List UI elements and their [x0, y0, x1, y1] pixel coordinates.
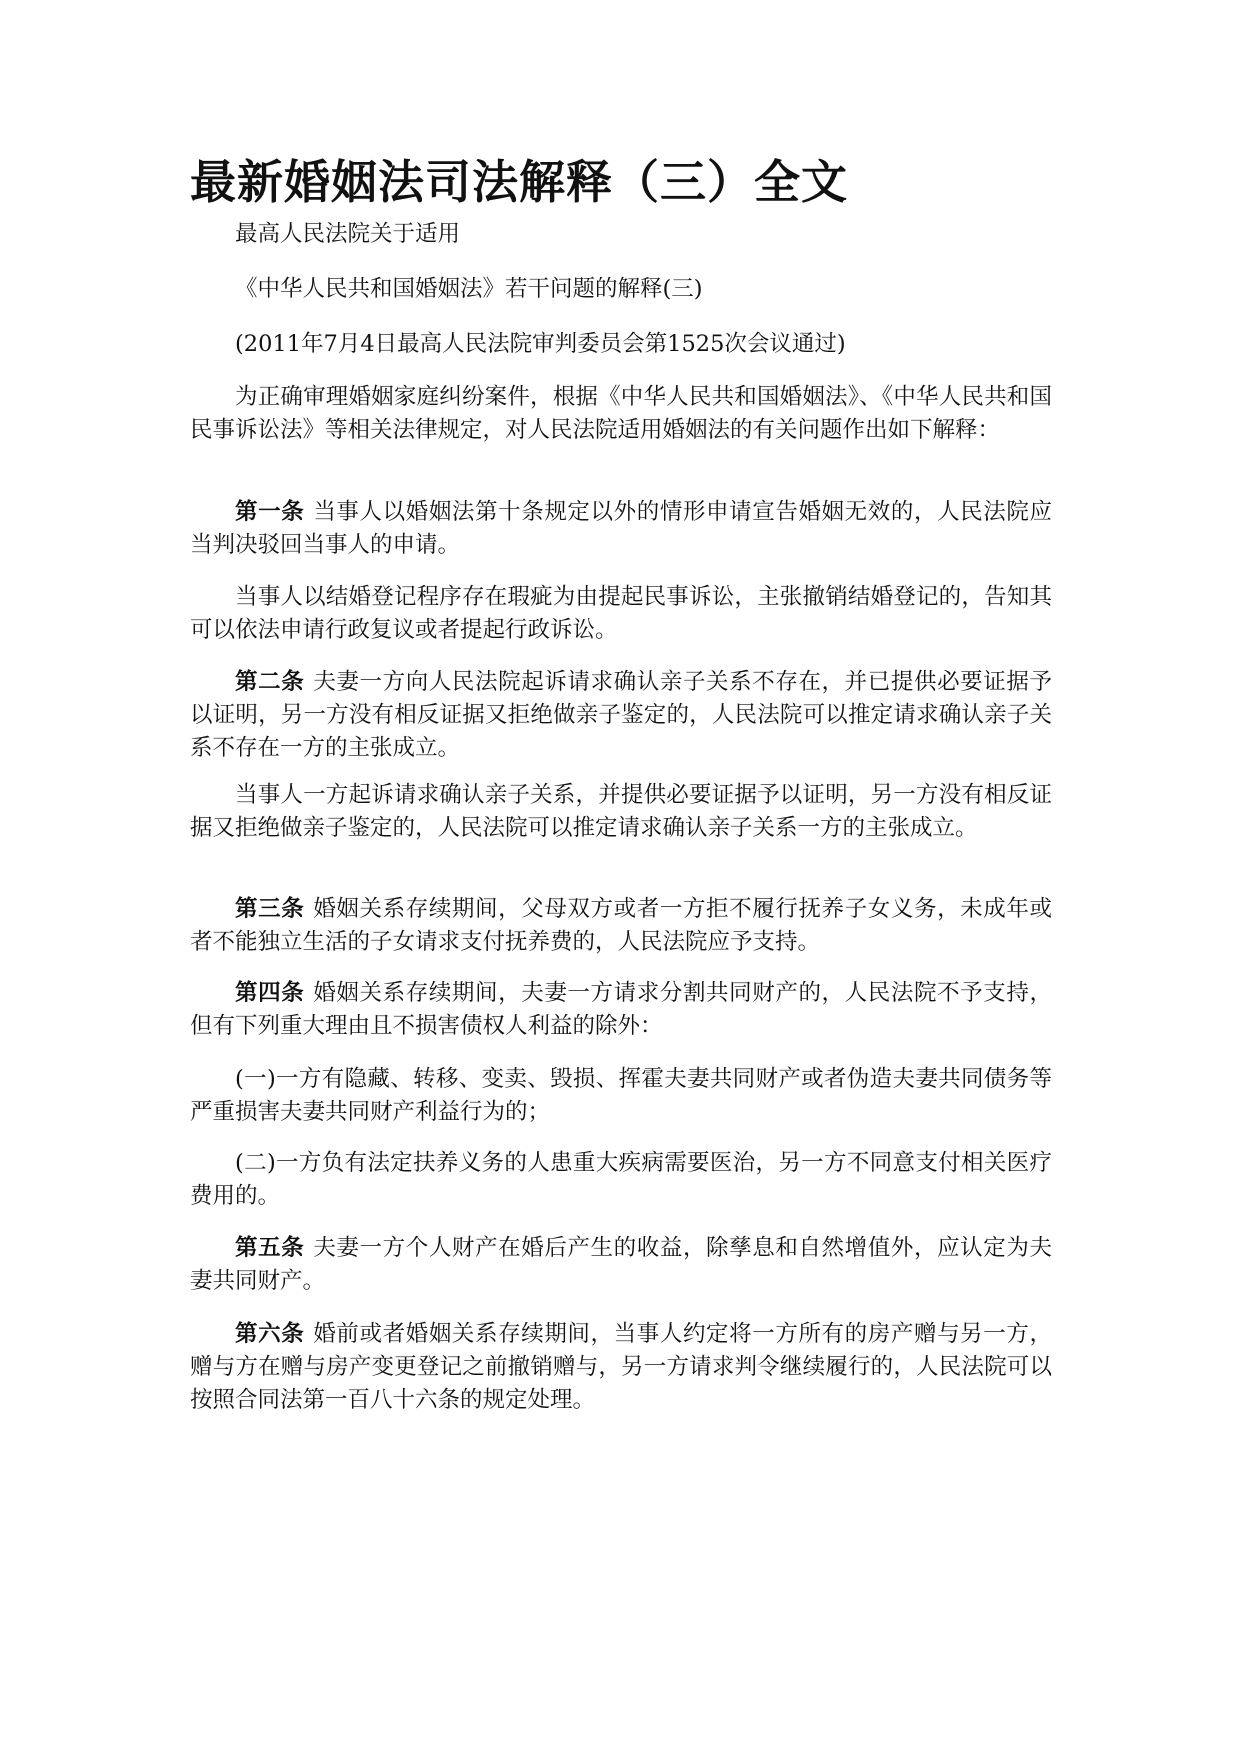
article-4-paragraph-1 — [190, 977, 1052, 1043]
article-4-text: 婚姻关系存续期间，夫妻一方请求分割共同财产的，人民法院不予支持，但有下列重大理由且不损害债权人利益的除外： — [190, 980, 1052, 1039]
header-line-3: (2011年7月4日最高人民法院审判委员会第1525次会议通过) — [235, 331, 846, 357]
article-3-paragraph-1 — [190, 893, 1052, 959]
article-5-text: 夫妻一方个人财产在婚后产生的收益，除孳息和自然增值外，应认定为夫妻共同财产。 — [190, 1235, 1052, 1294]
header-line-2: 《中华人民共和国婚姻法》若干问题的解释(三) — [235, 276, 703, 302]
article-6-label: 第六条 — [235, 1321, 305, 1347]
article-4-item-2: (二)一方负有法定扶养义务的人患重大疾病需要医治，另一方不同意支付相关医疗费用的。 — [190, 1150, 1052, 1209]
header-line-1: 最高人民法院关于适用 — [235, 221, 461, 247]
article-1-label: 第一条 — [235, 499, 305, 525]
article-1-paragraph-1 — [190, 496, 1052, 562]
article-2-paragraph-2: 当事人一方起诉请求确认亲子关系，并提供必要证据予以证明，另一方没有相反证据又拒绝做亲子鉴定的，人民法院可以推定请求确认亲子关系一方的主张成立。 — [190, 782, 1052, 841]
document-title: 最新婚姻法司法解释（三）全文 — [190, 155, 848, 209]
article-1-paragraph-2: 当事人以结婚登记程序存在瑕疵为由提起民事诉讼，主张撤销结婚登记的，告知其可以依法申请行政复议或者提起行政诉讼。 — [190, 584, 1052, 643]
article-3-text: 婚姻关系存续期间，父母双方或者一方拒不履行抚养子女义务，未成年或者不能独立生活的子女请求支付抚养费的，人民法院应予支持。 — [190, 896, 1052, 955]
article-5-paragraph-1 — [190, 1232, 1052, 1298]
article-2-label: 第二条 — [235, 669, 305, 695]
article-4-label: 第四条 — [235, 980, 305, 1006]
article-2-paragraph-1 — [190, 666, 1052, 765]
article-6-paragraph-1 — [190, 1318, 1052, 1417]
article-5-label: 第五条 — [235, 1235, 305, 1261]
preamble-paragraph: 为正确审理婚姻家庭纠纷案件，根据《中华人民共和国婚姻法》、《中华人民共和国民事诉讼法》等相关法律规定，对人民法院适用婚姻法的有关问题作出如下解释： — [190, 384, 1052, 443]
article-4-item-1: (一)一方有隐藏、转移、变卖、毁损、挥霍夫妻共同财产或者伪造夫妻共同债务等严重损害夫妻共同财产利益行为的； — [190, 1066, 1052, 1125]
article-6-text: 婚前或者婚姻关系存续期间，当事人约定将一方所有的房产赠与另一方，赠与方在赠与房产变更登记之前撤销赠与，另一方请求判令继续履行的，人民法院可以按照合同法第一百八十六条的规定处理。 — [190, 1321, 1052, 1413]
article-2-text: 夫妻一方向人民法院起诉请求确认亲子关系不存在，并已提供必要证据予以证明，另一方没有相反证据又拒绝做亲子鉴定的，人民法院可以推定请求确认亲子关系不存在一方的主张成立。 — [190, 669, 1052, 761]
article-1-text: 当事人以婚姻法第十条规定以外的情形申请宣告婚姻无效的，人民法院应当判决驳回当事人的申请。 — [190, 499, 1052, 558]
article-3-label: 第三条 — [235, 896, 305, 922]
